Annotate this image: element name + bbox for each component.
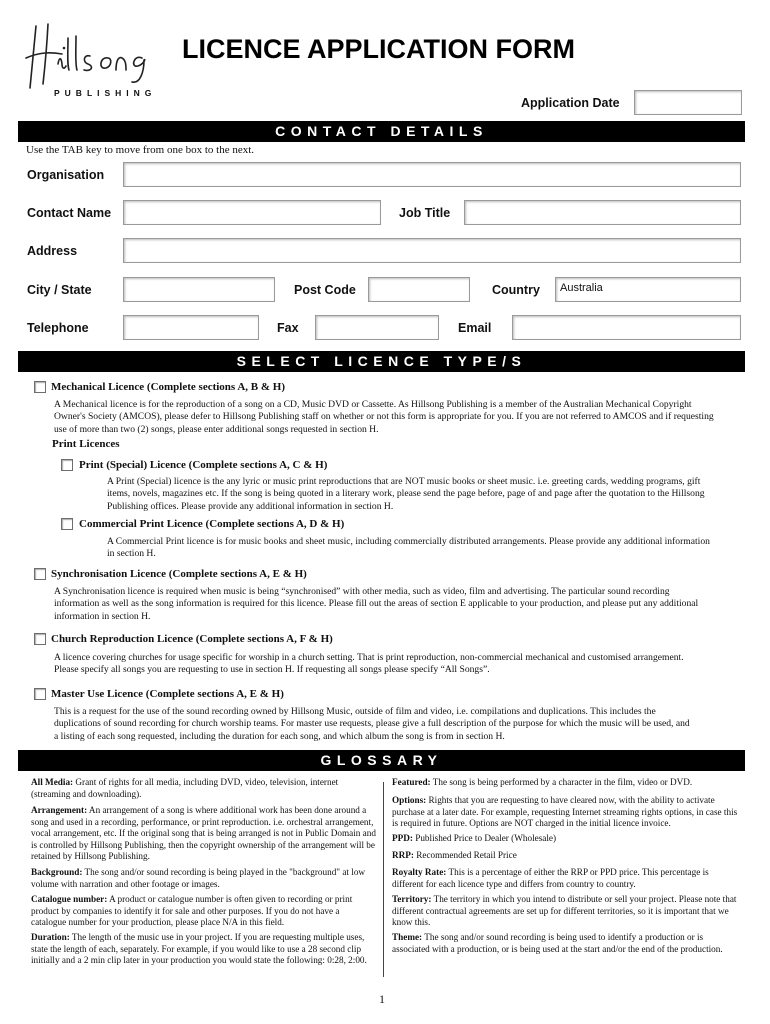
commercial-print-desc: A Commercial Print licence is for music books and sheet music, including commercially distributed arrangements. Please provide any additional information in section H. xyxy=(107,536,710,560)
master-title: Master Use Licence (Complete sections A, E & H) xyxy=(51,688,284,700)
address-label: Address xyxy=(27,244,78,258)
application-date-field[interactable] xyxy=(634,90,742,115)
post-code-field[interactable] xyxy=(368,277,470,302)
email-label: Email xyxy=(458,321,492,335)
commercial-print-checkbox[interactable] xyxy=(61,518,73,530)
city-state-label: City / State xyxy=(27,283,92,297)
glossary-theme: Theme: The song and/or sound recording is being used to identify a production or is associated with a production, or is being used at the start and/or the end of the production. xyxy=(392,932,723,954)
job-title-label: Job Title xyxy=(399,206,451,220)
logo-subtitle: PUBLISHING xyxy=(54,88,157,98)
glossary-featured: Featured: The song is being performed by a character in the film, video or DVD. xyxy=(392,777,693,787)
glossary-territory: Territory: The territory in which you intend to distribute or sell your project. Please note that different contractual agreements are set up for different territories, so it is important that we know this. xyxy=(392,894,737,928)
address-field[interactable] xyxy=(123,238,741,263)
master-desc: This is a request for the use of the sound recording owned by Hillsong Music, outside of film and video, i.e. compilations and duplications. This includes the duplications of sound recording for church worship teams. For master use requests, please give a full description of the purpose for which the music will be used, and a listing of each song requested, including the duration for each song, and which album the song is from in section H. xyxy=(54,706,690,742)
country-label: Country xyxy=(492,283,540,297)
synchronisation-desc: A Synchronisation licence is required when music is being “synchronised” with other media, such as video, film and advertising. The particular sound recording information as well as the song information is required for this licence. Please fill out the areas of section E applicable to your production, and please put any additional information in section H. xyxy=(54,586,699,622)
synchronisation-checkbox[interactable] xyxy=(34,568,46,580)
country-field[interactable]: Australia xyxy=(555,277,741,302)
organisation-field[interactable] xyxy=(123,162,741,187)
telephone-field[interactable] xyxy=(123,315,259,340)
organisation-label: Organisation xyxy=(27,168,105,182)
glossary-options: Options: Rights that you are requesting to have cleared now, with the ability to activate purchase at a later date. For example, requesting Internet streaming rights options, in case this is required in future. Options are NOT charged in the initial licence invoice. xyxy=(392,795,738,829)
application-date-label: Application Date xyxy=(521,96,620,110)
glossary-rrp: RRP: Recommended Retail Price xyxy=(392,850,517,860)
contact-name-field[interactable] xyxy=(123,200,381,225)
section-contact-details: CONTACT DETAILS xyxy=(18,121,745,142)
mechanical-title: Mechanical Licence (Complete sections A, B & H) xyxy=(51,381,286,393)
glossary-catalogue-number: Catalogue number: A product or catalogue number is often given to recording or print product by companies to identify it for sale and other purposes. If you do not have a catalogue number for your production, please place N/A in this field. xyxy=(31,894,353,928)
print-special-title: Print (Special) Licence (Complete sections A, C & H) xyxy=(79,459,328,471)
city-state-field[interactable] xyxy=(123,277,275,302)
glossary-royalty-rate: Royalty Rate: This is a percentage of either the RRP or PPD price. This percentage is different for each licence type and differs from country to country. xyxy=(392,867,709,889)
hillsong-logo xyxy=(22,18,154,92)
print-special-checkbox[interactable] xyxy=(61,459,73,471)
glossary-all-media: All Media: Grant of rights for all media, including DVD, video, television, internet (streaming and downloading). xyxy=(31,777,339,799)
commercial-print-title: Commercial Print Licence (Complete sections A, D & H) xyxy=(79,518,345,530)
email-field[interactable] xyxy=(512,315,741,340)
glossary-ppd: PPD: Published Price to Dealer (Wholesale) xyxy=(392,833,557,843)
job-title-field[interactable] xyxy=(464,200,741,225)
post-code-label: Post Code xyxy=(294,283,356,297)
glossary-arrangement: Arrangement: An arrangement of a song is where additional work has been done around a song and used in a recording, performance, or print reproduction. i.e. orchestral arrangement, vocal arrangement, etc. If the original song that is being arranged is not in Public Domain and is controlled by Hillsong Publishing, then the copyright ownership of the arrangement will be retained by Hillsong Publishing. xyxy=(31,805,376,862)
glossary-background: Background: The song and/or sound recording is being played in the "background" at low volume with narration and other footage or images. xyxy=(31,867,366,889)
church-title: Church Reproduction Licence (Complete sections A, F & H) xyxy=(51,633,333,645)
master-checkbox[interactable] xyxy=(34,688,46,700)
fax-label: Fax xyxy=(277,321,299,335)
page-number: 1 xyxy=(379,992,385,1006)
section-licence-types: SELECT LICENCE TYPE/S xyxy=(18,351,745,372)
tab-note: Use the TAB key to move from one box to the next. xyxy=(26,144,255,156)
print-licences-heading: Print Licences xyxy=(52,438,120,450)
mechanical-desc: A Mechanical licence is for the reproduction of a song on a CD, Music DVD or Cassette. As Hillsong Publishing is a member of the Australian Mechanical Copyright Owner's Society (AMCOS), please defer to Hillsong Publishing staff on whether or not this form is appropriate for you. If you are not referred to AMCOS and if requesting use of more than two (2) songs, please enter additional songs requested in section H. xyxy=(54,399,714,435)
glossary-duration: Duration: The length of the music use in your project. If you are requesting multiple uses, state the length of each, separately. For example, if you would like to use a 28 second clip initially and a 2 min clip later in your production you would state the following: 0:28, 2:00. xyxy=(31,932,367,966)
print-special-desc: A Print (Special) licence is the any lyric or music print reproductions that are NOT music books or sheet music. i.e. greeting cards, wedding programs, gift items, novels, magazines etc. If the song is being quoted in a literary work, please send the page before, page of and page after the quotation to the Hillsong Publishing offices. Please provide any additional information in section H. xyxy=(107,476,705,512)
section-glossary: GLOSSARY xyxy=(18,750,745,771)
glossary-divider xyxy=(383,782,384,977)
synchronisation-title: Synchronisation Licence (Complete sections A, E & H) xyxy=(51,568,307,580)
church-desc: A licence covering churches for usage specific for worship in a church setting. That is print reproduction, non-commercial mechanical and customised arrangement. Please specify all songs you are requesting to use in section H. If requesting all songs please specify “All Songs”. xyxy=(54,652,684,676)
page-title: LICENCE APPLICATION FORM xyxy=(182,34,575,64)
contact-name-label: Contact Name xyxy=(27,206,112,220)
mechanical-checkbox[interactable] xyxy=(34,381,46,393)
telephone-label: Telephone xyxy=(27,321,89,335)
fax-field[interactable] xyxy=(315,315,439,340)
church-checkbox[interactable] xyxy=(34,633,46,645)
